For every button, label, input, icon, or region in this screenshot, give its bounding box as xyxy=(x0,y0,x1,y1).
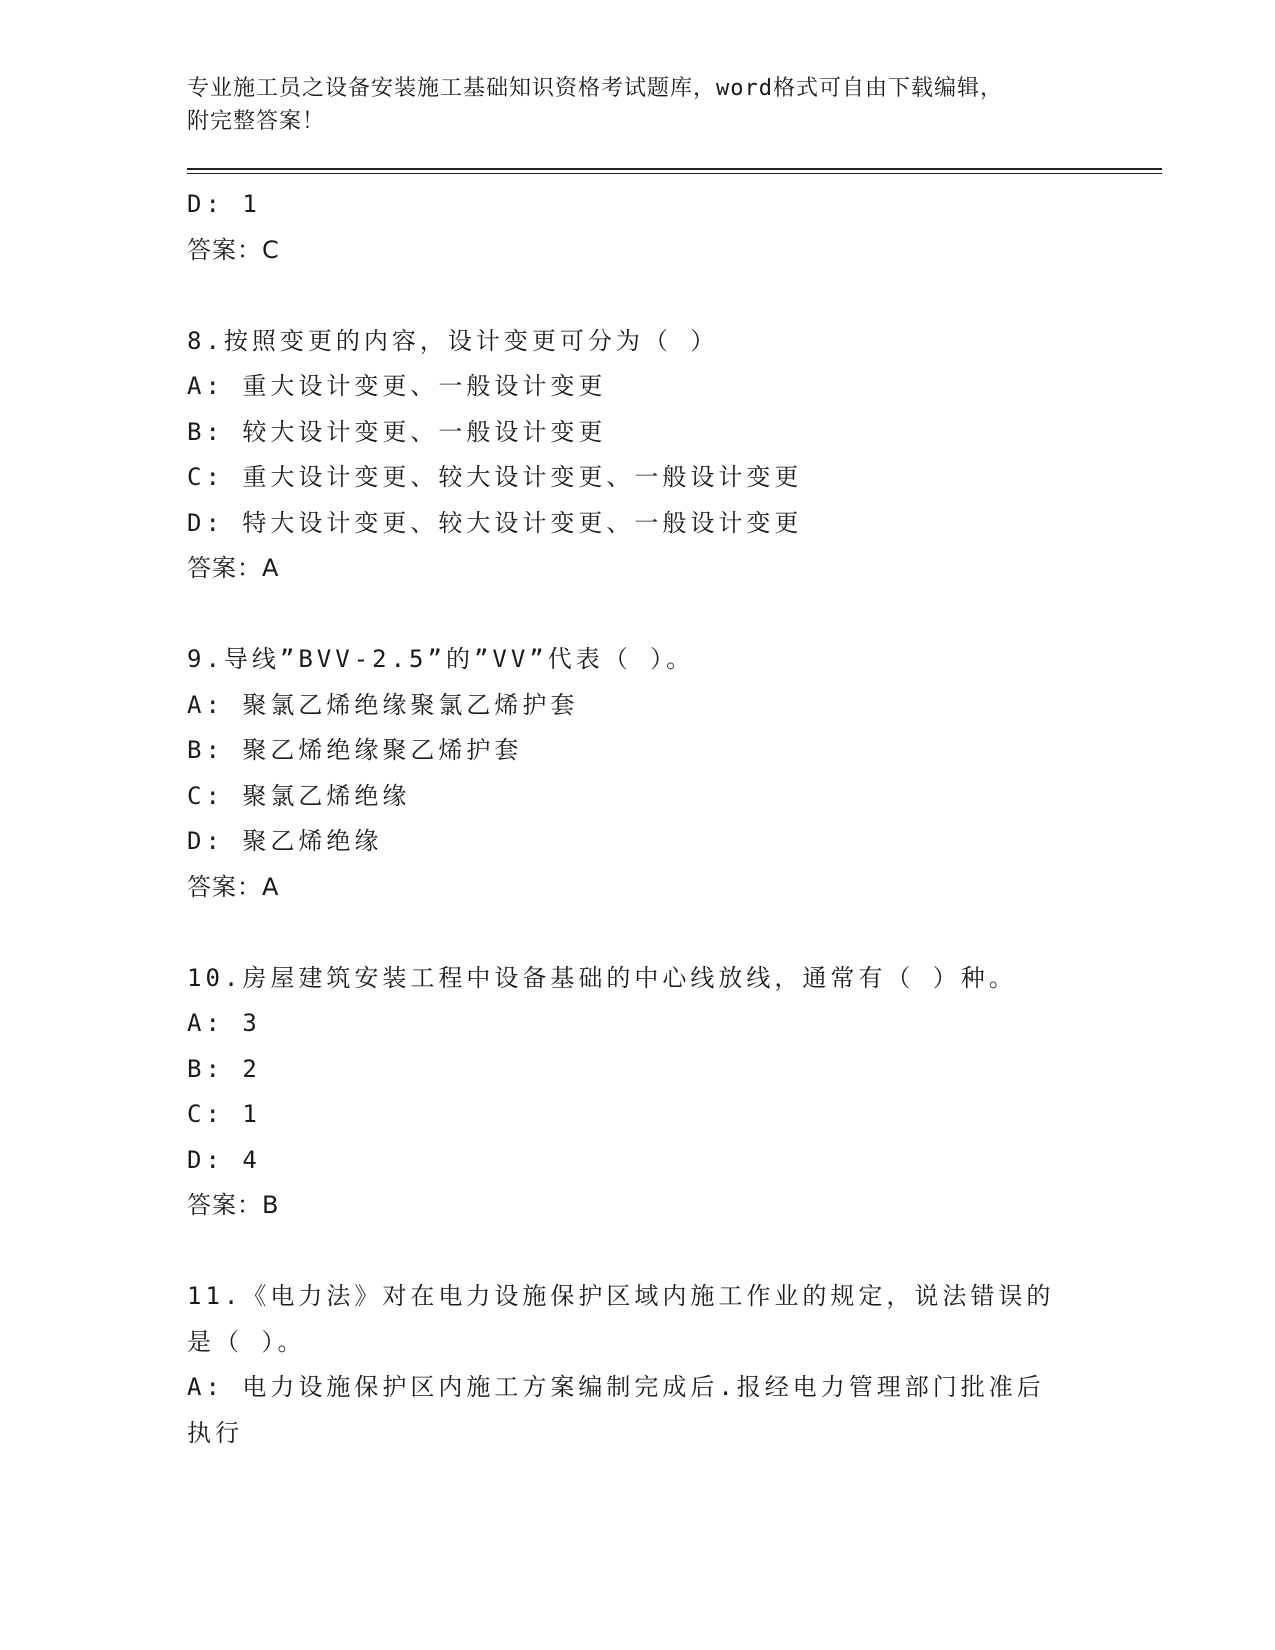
option-a: A: 重大设计变更、一般设计变更 xyxy=(187,372,607,400)
spacer xyxy=(187,910,1162,956)
option-d: D: 4 xyxy=(187,1145,261,1174)
answer-line: 答案：A xyxy=(187,872,280,901)
question-text: 8.按照变更的内容，设计变更可分为（ ） xyxy=(187,326,719,355)
option-d: D: 聚乙烯绝缘 xyxy=(187,827,383,855)
spacer xyxy=(187,592,1162,638)
question-block-8 xyxy=(187,319,1162,592)
header-line-1: 专业施工员之设备安装施工基础知识资格考试题库，word格式可自由下载编辑， xyxy=(187,76,1003,101)
answer-line: 答案：B xyxy=(187,1191,280,1219)
question-text-line-2: 是（ ）。 xyxy=(187,1327,306,1356)
option-a: A: 聚氯乙烯绝缘聚氯乙烯护套 xyxy=(187,690,579,719)
spacer xyxy=(187,273,1162,319)
option-d: D: 特大设计变更、较大设计变更、一般设计变更 xyxy=(187,508,803,537)
answer-line: 答案：C xyxy=(187,235,280,264)
option-c: C: 聚氯乙烯绝缘 xyxy=(187,781,411,810)
question-text: 10.房屋建筑安装工程中设备基础的中心线放线，通常有（ ）种。 xyxy=(187,963,1017,992)
option-c: C: 1 xyxy=(187,1100,261,1128)
option-a-line-1: A: 电力设施保护区内施工方案编制完成后.报经电力管理部门批准后 xyxy=(187,1373,1045,1401)
document-body xyxy=(187,182,1162,1456)
option-d: D: 1 xyxy=(187,190,261,218)
spacer xyxy=(187,1229,1162,1275)
option-a-line-2: 执行 xyxy=(187,1418,243,1447)
header-line-2: 附完整答案！ xyxy=(187,109,326,134)
option-b: B: 聚乙烯绝缘聚乙烯护套 xyxy=(187,736,523,764)
option-b: B: 较大设计变更、一般设计变更 xyxy=(187,417,607,446)
option-a: A: 3 xyxy=(187,1009,261,1037)
question-block-10 xyxy=(187,956,1162,1229)
question-block-11 xyxy=(187,1274,1162,1456)
header-divider xyxy=(187,168,1162,174)
document-header xyxy=(187,72,1162,174)
question-block-prev xyxy=(187,182,1162,273)
question-text-line-1: 11.《电力法》对在电力设施保护区域内施工作业的规定，说法错误的 xyxy=(187,1282,1055,1310)
option-c: C: 重大设计变更、较大设计变更、一般设计变更 xyxy=(187,463,803,491)
answer-line: 答案：A xyxy=(187,554,280,582)
document-page xyxy=(187,72,1162,1456)
question-text: 9.导线”BVV-2.5”的”VV”代表（ ）。 xyxy=(187,645,695,673)
option-b: B: 2 xyxy=(187,1054,261,1083)
question-block-9 xyxy=(187,637,1162,910)
